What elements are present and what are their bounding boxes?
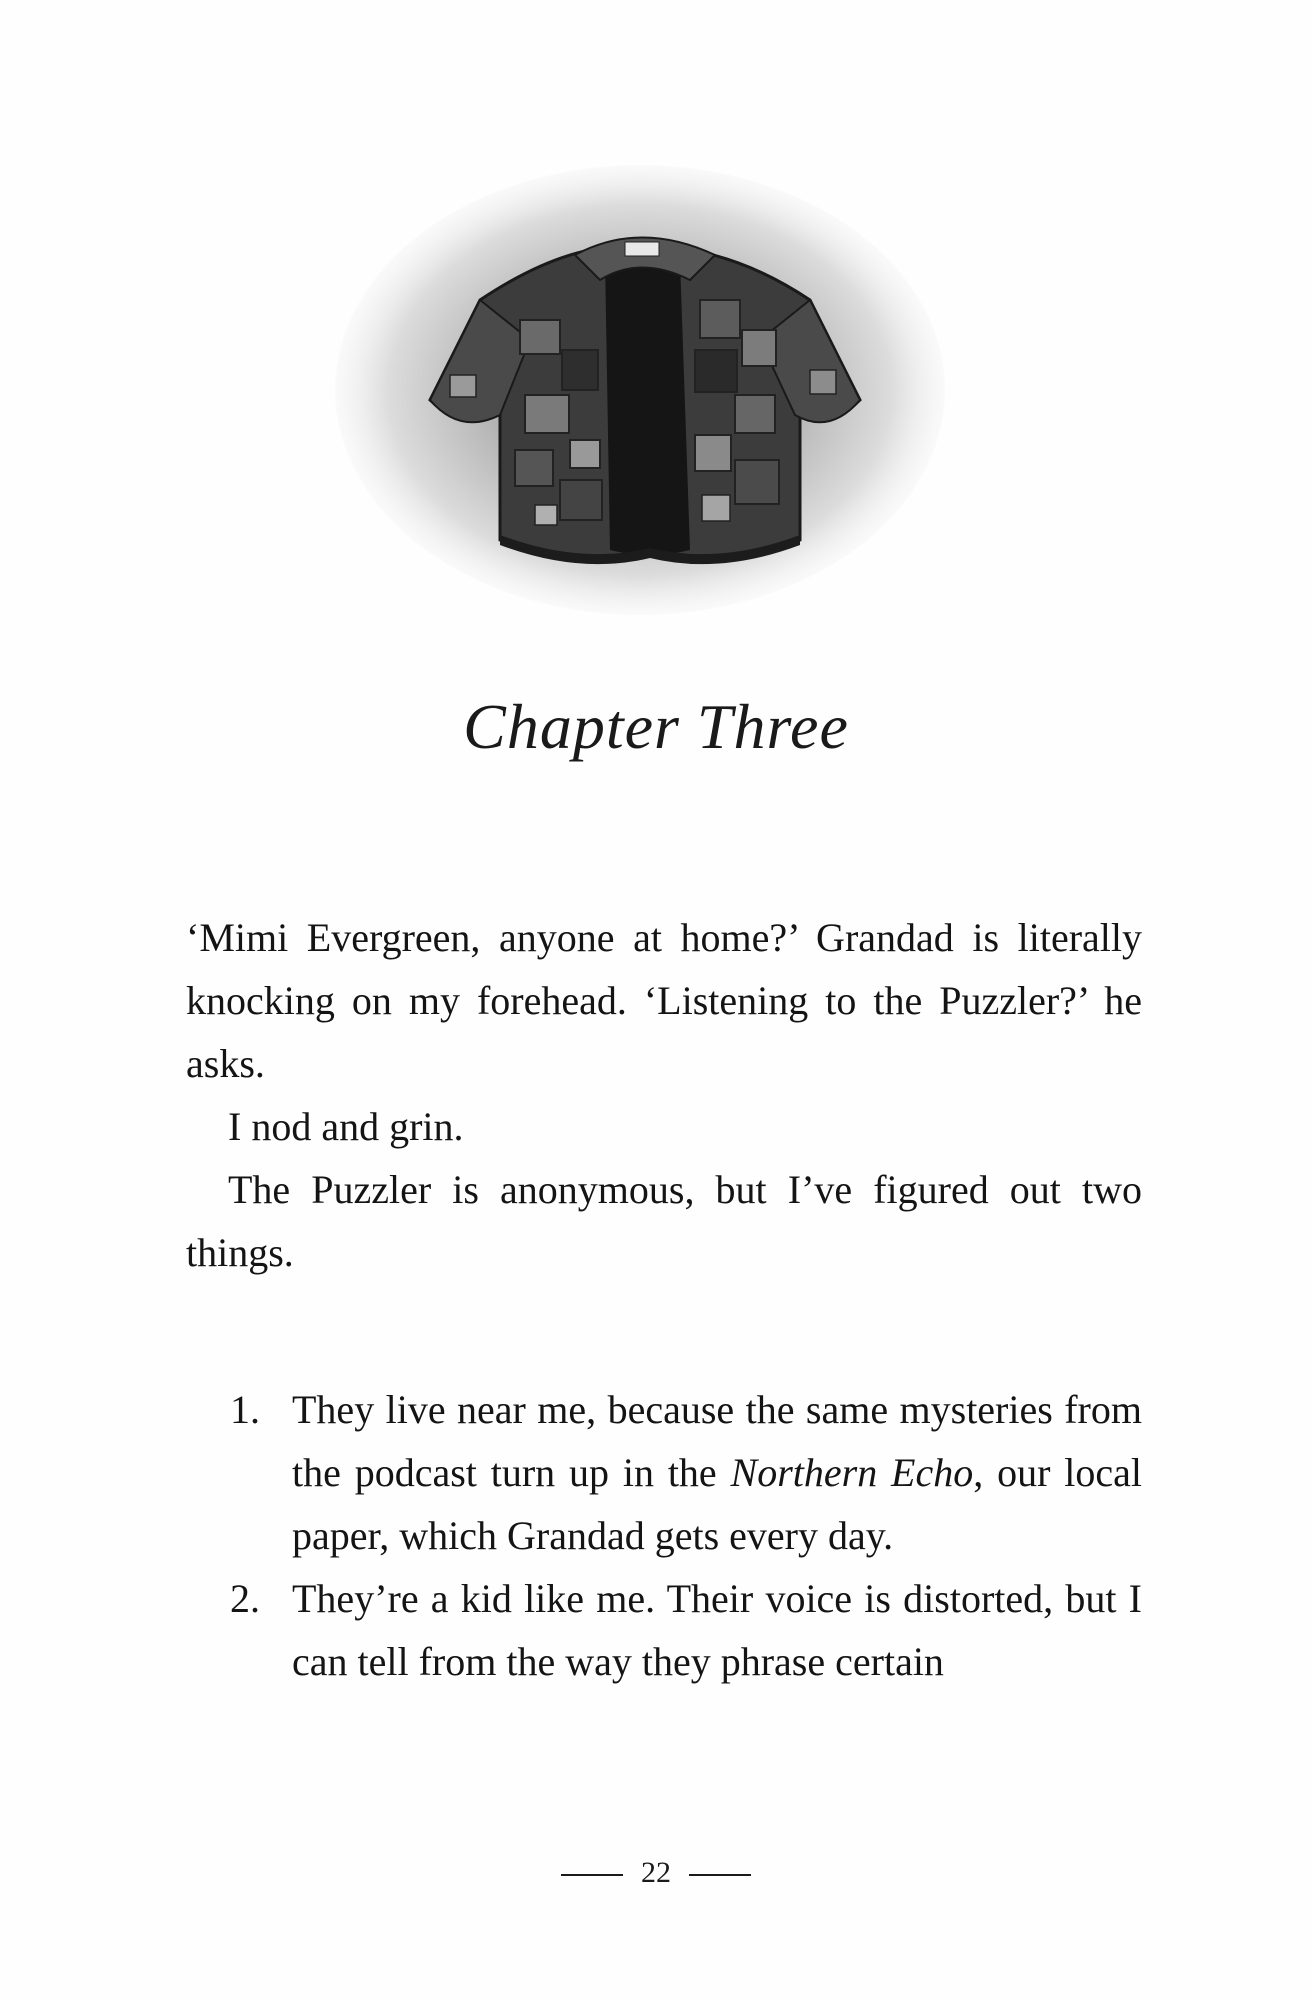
newspaper-name: Northern Echo xyxy=(730,1450,974,1495)
list-item-text-after: , our local paper, which Grandad gets every day. xyxy=(292,1450,1142,1558)
list-item xyxy=(230,1567,1142,1693)
footer-rule-right xyxy=(689,1874,751,1876)
chapter-title: Chapter Three xyxy=(463,691,849,762)
list-item xyxy=(230,1378,1142,1567)
page-number: 22 xyxy=(641,1856,671,1889)
numbered-list xyxy=(230,1378,1142,1693)
paragraph-puzzler: The Puzzler is anonymous, but I’ve figured out two things. xyxy=(186,1167,1142,1275)
patchwork-jacket-illustration xyxy=(330,150,950,630)
list-item-text-before: They live near me, because the same mysteries from the podcast turn up in the xyxy=(292,1387,1142,1495)
paragraph-opening: ‘Mimi Evergreen, anyone at home?’ Grandad is literally knocking on my forehead. ‘Listening to the Puzzler?’ he asks. xyxy=(186,915,1142,1086)
footer-rule-left xyxy=(561,1874,623,1876)
page-footer xyxy=(0,1856,1312,1890)
list-item-number: 2. xyxy=(230,1576,260,1621)
list-item-number: 1. xyxy=(230,1387,260,1432)
paragraph-nod: I nod and grin. xyxy=(228,1104,464,1149)
list-item-text: They’re a kid like me. Their voice is distorted, but I can tell from the way they phrase certain xyxy=(292,1576,1142,1684)
